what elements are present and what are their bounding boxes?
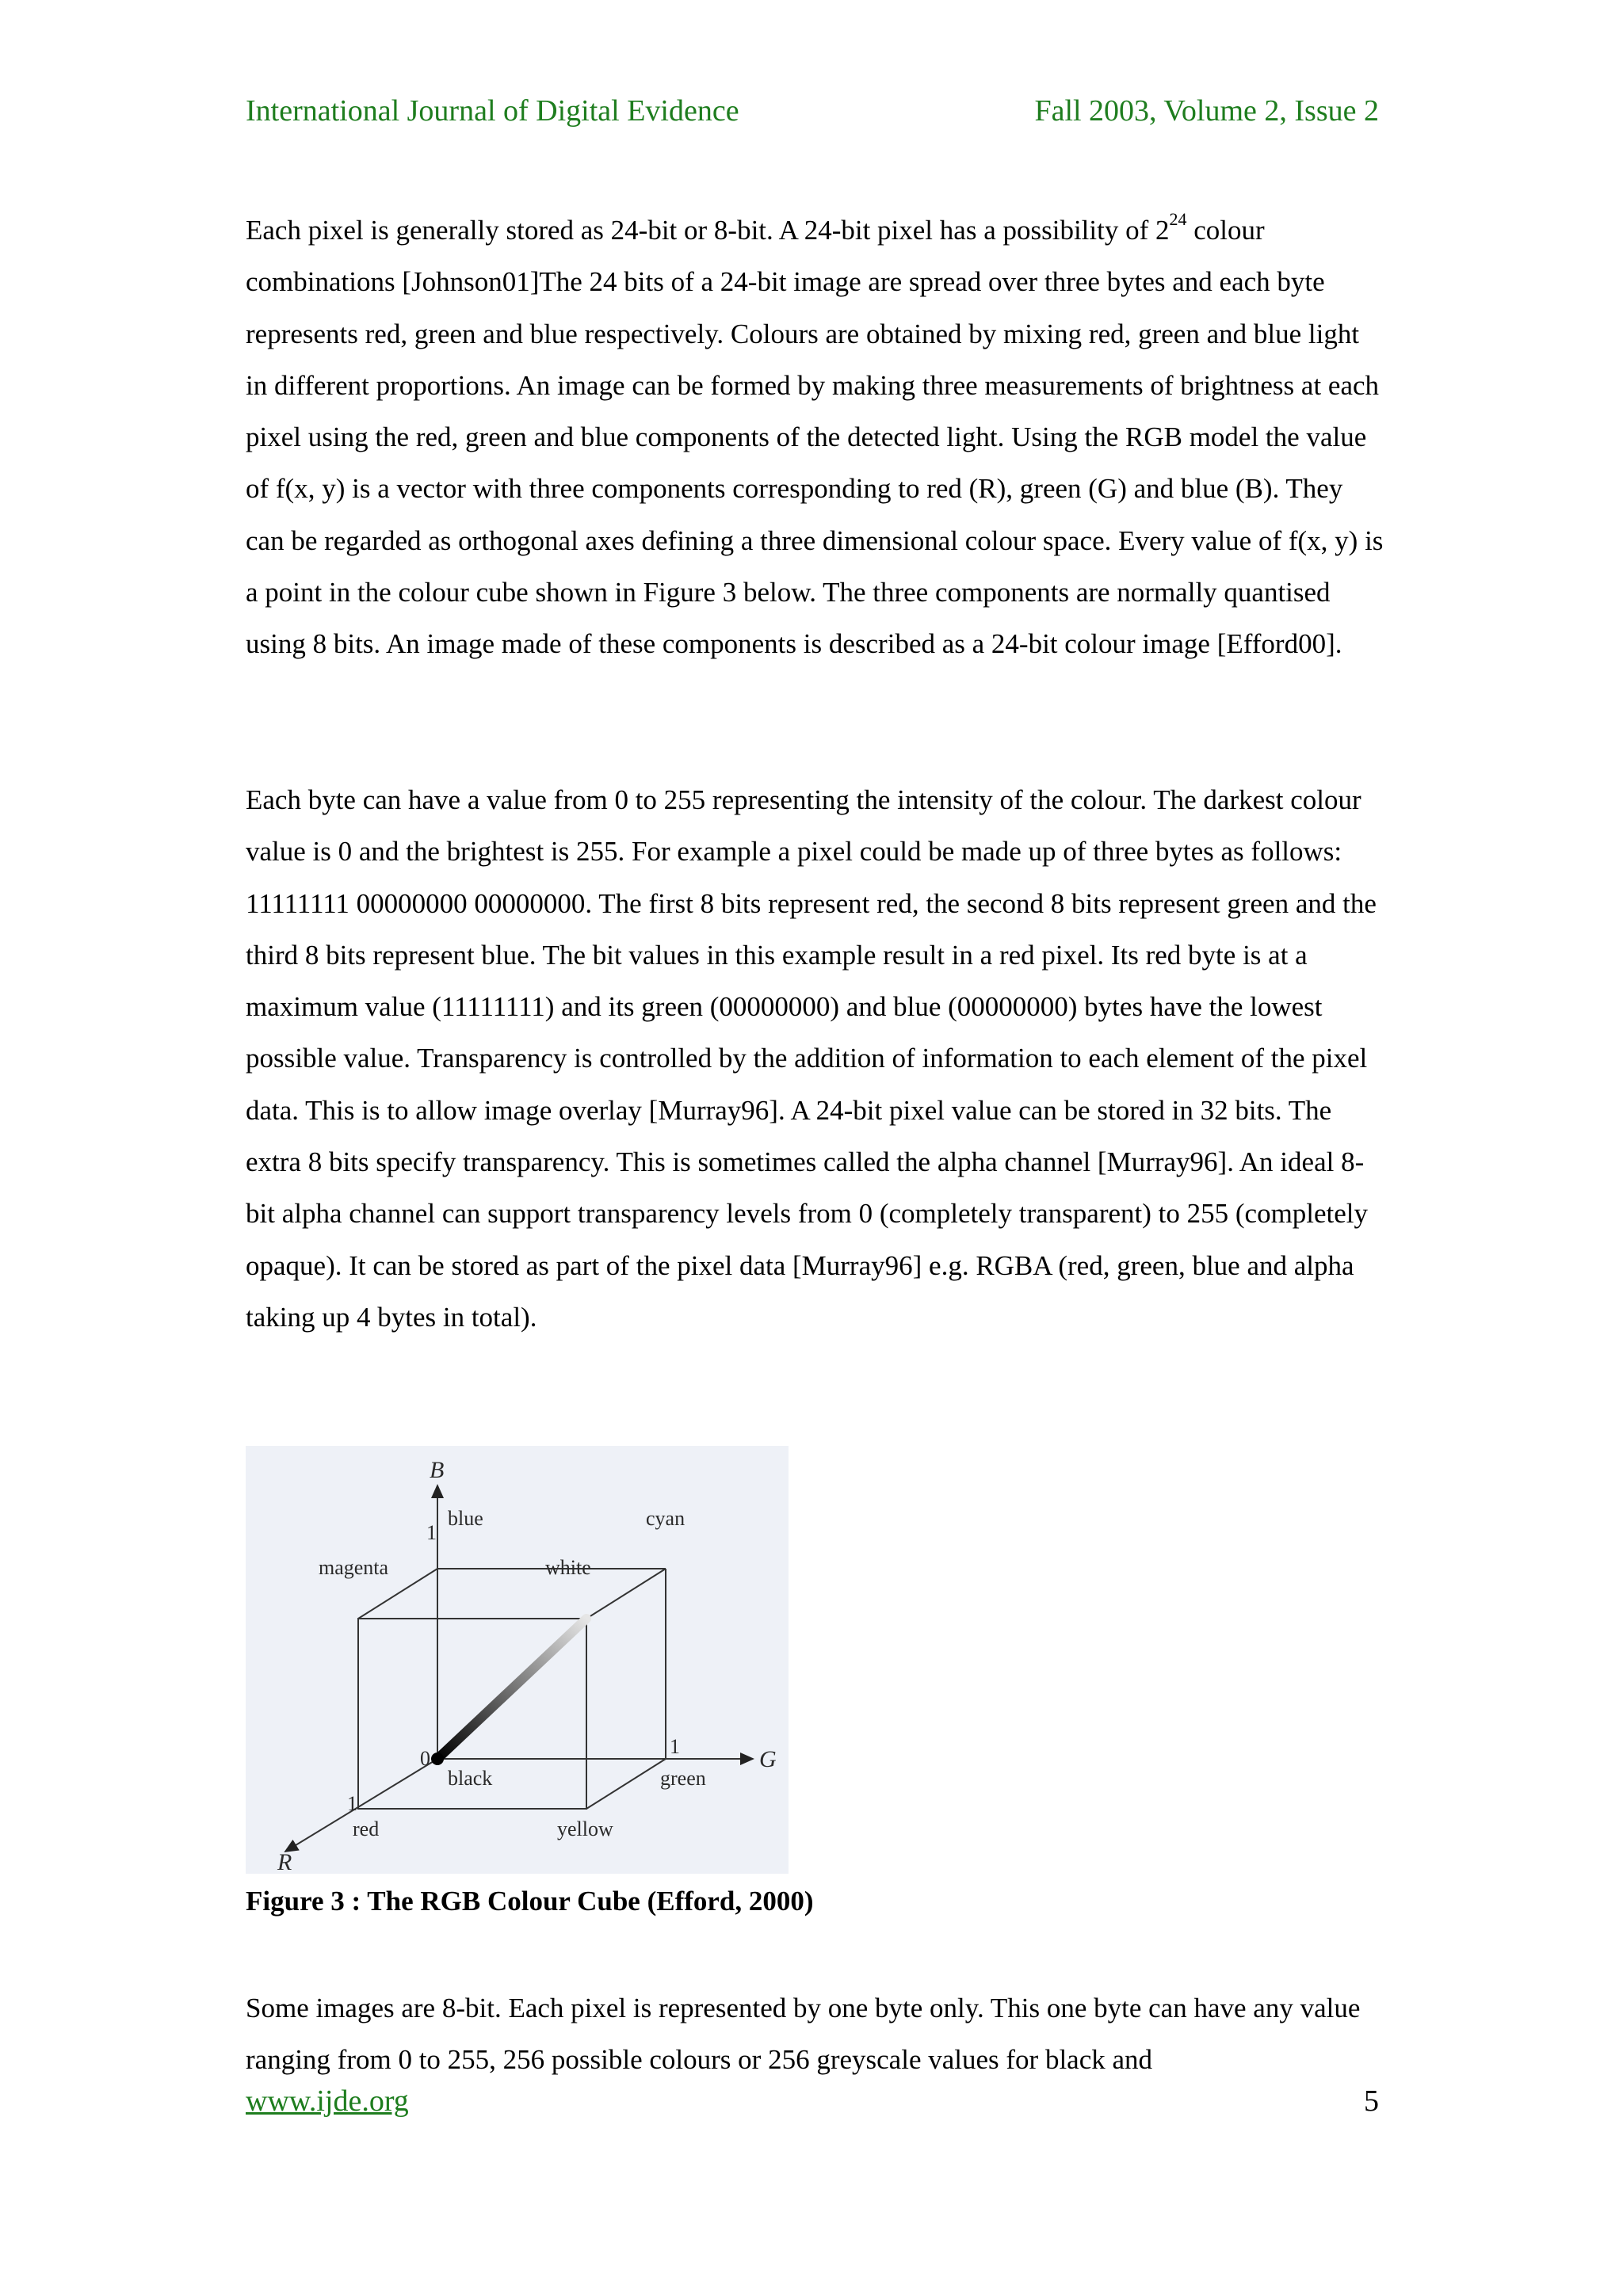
axis-b-label: B xyxy=(430,1457,445,1483)
vertex-label-white: white xyxy=(545,1556,591,1579)
page-number: 5 xyxy=(1364,2084,1379,2118)
grey-diagonal xyxy=(437,1619,586,1759)
issue-info: Fall 2003, Volume 2, Issue 2 xyxy=(1034,94,1379,128)
figure-caption: Figure 3 : The RGB Colour Cube (Efford, 2000) xyxy=(246,1886,814,1917)
paragraph-byte-values: Each byte can have a value from 0 to 255 representing the intensity of the colour. The darkest colour value is 0 and the brightest is 255. For example a pixel could be made up of three bytes as follows: 11111111 00000000 00000000. The first 8 bits represent red, the second 8 bits represent green and the third 8 bits represent blue. The bit values in this example result in a red pixel. Its red byte is at a maximum value (11111111) and its green (00000000) and blue (00000000) bytes have the lowest possible value. Transparency is controlled by the addition of information to each element of the pixel data. This is to allow image overlay [Murray96]. A 24-bit pixel value can be stored in 32 bits. The extra 8 bits specify transparency. This is sometimes called the alpha channel [Murray96]. An ideal 8-bit alpha channel can support transparency levels from 0 (completely transparent) to 255 (completely opaque). It can be stored as part of the pixel data [Murray96] e.g. RGBA (red, green, blue and alpha taking up 4 bytes in total). xyxy=(246,784,1377,1333)
vertex-label-yellow: yellow xyxy=(557,1817,613,1840)
vertex-label-red: red xyxy=(353,1817,380,1840)
vertex-label-magenta: magenta xyxy=(319,1556,389,1579)
exponent-24: 24 xyxy=(1169,209,1187,229)
page-header xyxy=(246,93,1379,141)
tick-one-green: 1 xyxy=(670,1735,680,1758)
tick-one-red: 1 xyxy=(347,1792,357,1815)
para1-text-start: Each pixel is generally stored as 24-bit or 8-bit. A 24-bit pixel has a possibility of 2 xyxy=(246,215,1170,246)
journal-website-link[interactable]: www.ijde.org xyxy=(246,2084,409,2118)
vertex-label-green: green xyxy=(660,1767,706,1790)
tick-zero: 0 xyxy=(420,1747,430,1770)
axis-g-label: G xyxy=(759,1746,777,1772)
vertex-label-black: black xyxy=(448,1767,493,1790)
rgb-colour-cube-figure xyxy=(246,1446,789,1874)
vertex-label-cyan: cyan xyxy=(646,1507,685,1530)
paragraph-pixel-storage xyxy=(246,204,1387,670)
vertex-label-blue: blue xyxy=(448,1507,483,1530)
journal-title: International Journal of Digital Evidence xyxy=(246,94,739,128)
paragraph-8bit-images: Some images are 8-bit. Each pixel is represented by one byte only. This one byte can have any value ranging from 0 to 255, 256 possible colours or 256 greyscale values for black and xyxy=(246,1993,1361,2076)
para1-text-rest: colour combinations [Johnson01]The 24 bits of a 24-bit image are spread over three bytes and each byte represents red, green and blue respectively. Colours are obtained by mixing red, green and blue light in different proportions. An image can be formed by making three measurements of brightness at each pixel using the red, green and blue components of the detected light. Using the RGB model the value of f(x, y) is a vector with three components corresponding to red (R), green (G) and blue (B). They can be regarded as orthogonal axes defining a three dimensional colour space. Every value of f(x, y) is a point in the colour cube shown in Figure 3 below. The three components are normally quantised using 8 bits. An image made of these components is described as a 24-bit colour image [Efford00]. xyxy=(246,215,1384,660)
tick-one-blue: 1 xyxy=(426,1521,437,1544)
axis-r-label: R xyxy=(277,1849,292,1874)
black-point xyxy=(431,1753,444,1765)
rgb-cube-diagram xyxy=(246,1446,789,1874)
